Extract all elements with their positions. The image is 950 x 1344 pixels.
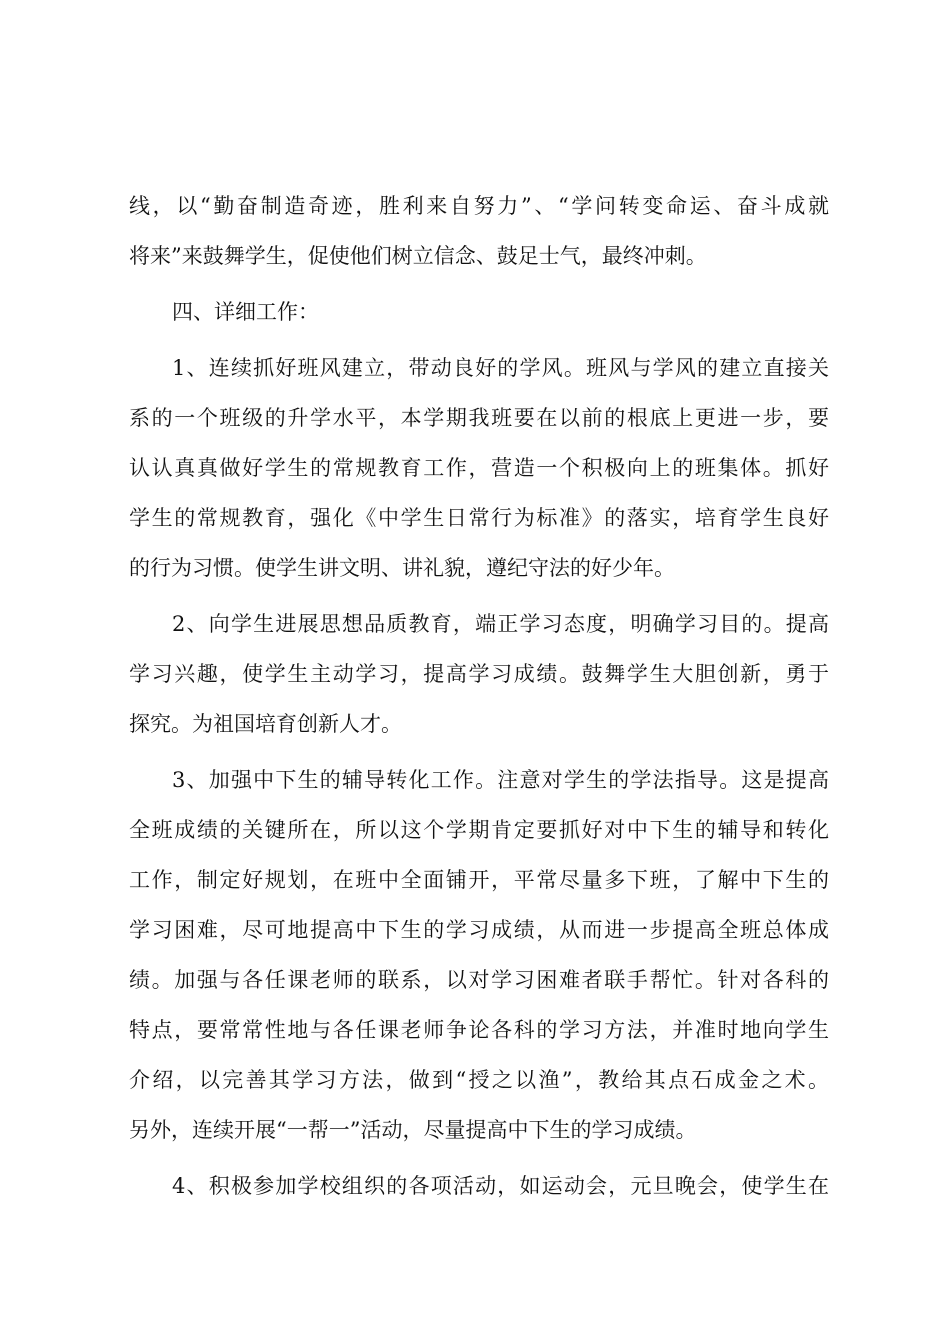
paragraph-3-line: 绩。加强与各任课老师的联系，以对学习困难者联手帮忙。针对各科的 bbox=[129, 968, 829, 992]
paragraph-1-line: 认认真真做好学生的常规教育工作，营造一个积极向上的班集体。抓好 bbox=[129, 456, 829, 480]
paragraph-3-line: 另外，连续开展“一帮一”活动，尽量提高中下生的学习成绩。 bbox=[129, 1118, 697, 1142]
paragraph-3-line: 学习困难，尽可地提高中下生的学习成绩，从而进一步提高全班总体成 bbox=[129, 918, 829, 942]
paragraph-2-line: 学习兴趣，使学生主动学习，提高学习成绩。鼓舞学生大胆创新，勇于 bbox=[129, 662, 829, 686]
paragraph-3-line: 特点，要常常性地与各任课老师争论各科的学习方法，并准时地向学生 bbox=[129, 1018, 829, 1042]
paragraph-2-line: 探究。为祖国培育创新人才。 bbox=[129, 712, 402, 736]
text-line: 将来”来鼓舞学生，促使他们树立信念、鼓足士气，最终冲刺。 bbox=[129, 244, 707, 268]
paragraph-3-line: 工作，制定好规划，在班中全面铺开，平常尽量多下班，了解中下生的 bbox=[129, 868, 829, 892]
paragraph-4-line: 4、积极参加学校组织的各项活动，如运动会，元旦晚会，使学生在 bbox=[172, 1174, 829, 1198]
paragraph-1-line: 学生的常规教育，强化《中学生日常行为标准》的落实，培育学生良好 bbox=[129, 506, 829, 530]
paragraph-3-line: 3、加强中下生的辅导转化工作。注意对学生的学法指导。这是提高 bbox=[172, 768, 829, 792]
paragraph-3-line: 全班成绩的关键所在，所以这个学期肯定要抓好对中下生的辅导和转化 bbox=[129, 818, 829, 842]
section-heading: 四、详细工作： bbox=[172, 300, 319, 324]
paragraph-2-line: 2、向学生进展思想品质教育，端正学习态度，明确学习目的。提高 bbox=[172, 612, 829, 636]
text-line: 线，以“勤奋制造奇迹，胜利来自努力”、“学问转变命运、奋斗成就 bbox=[129, 194, 829, 218]
paragraph-1-line: 系的一个班级的升学水平，本学期我班要在以前的根底上更进一步，要 bbox=[129, 406, 829, 430]
paragraph-3-line: 介绍，以完善其学习方法，做到“授之以渔”，教给其点石成金之术。 bbox=[129, 1068, 829, 1092]
paragraph-1-line: 1、连续抓好班风建立，带动良好的学风。班风与学风的建立直接关 bbox=[172, 356, 829, 380]
paragraph-1-line: 的行为习惯。使学生讲文明、讲礼貌，遵纪守法的好少年。 bbox=[129, 556, 675, 580]
